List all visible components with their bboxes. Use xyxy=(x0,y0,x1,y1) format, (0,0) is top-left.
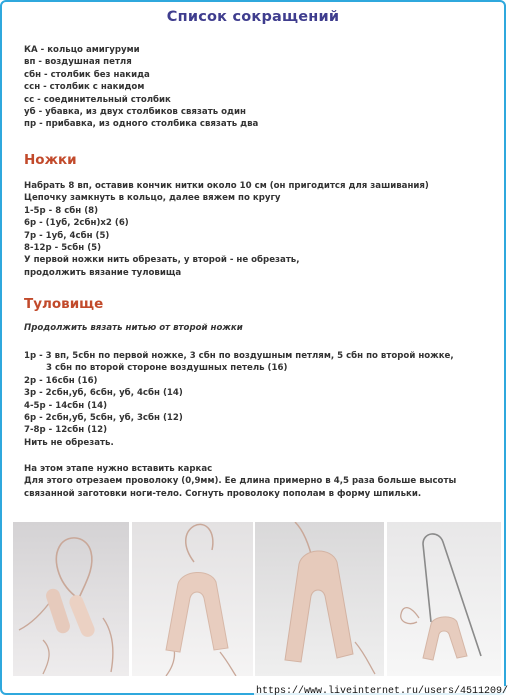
instruction-line: 2р - 16сбн (16) xyxy=(24,375,98,386)
legs-section-title: Ножки xyxy=(24,152,77,168)
instruction-line: продолжить вязание туловища xyxy=(24,267,182,278)
abbreviation-item: сс - соединительный столбик xyxy=(24,94,171,105)
body-intro: Продолжить вязать нитью от второй ножки xyxy=(24,323,243,333)
body-section-title: Туловище xyxy=(24,296,104,312)
abbreviation-item: уб - убавка, из двух столбиков связать один xyxy=(24,107,246,118)
instruction-line: 3р - 2сбн,уб, 6сбн, уб, 4сбн (14) xyxy=(24,388,183,399)
instruction-line: На этом этапе нужно вставить каркас xyxy=(24,464,213,474)
instruction-line: Для этого отрезаем проволоку (0,9мм). Ее длина примерно в 4,5 раза больше высоты xyxy=(24,476,457,487)
instruction-line: 7-8р - 12сбн (12) xyxy=(24,425,108,436)
photo-strip xyxy=(13,522,501,676)
abbreviation-item: ссн - столбик с накидом xyxy=(24,82,145,93)
instruction-line: 7р - 1уб, 4сбн (5) xyxy=(24,230,110,241)
abbreviation-item: сбн - столбик без накида xyxy=(24,69,150,80)
instruction-line: 6р - 2сбн,уб, 5сбн, уб, 3сбн (12) xyxy=(24,413,183,424)
photo-wire-frame xyxy=(387,522,501,676)
photo-knitted-legs xyxy=(13,522,129,676)
instruction-line: 8-12р - 5сбн (5) xyxy=(24,243,102,254)
abbreviation-item: пр - прибавка, из одного столбика связать два xyxy=(24,119,259,130)
instruction-line: Набрать 8 вп, оставив кончик нитки около 10 см (он пригодится для зашивания) xyxy=(24,181,429,191)
legs-instructions xyxy=(24,180,429,279)
photo-body-knit xyxy=(255,522,384,676)
instruction-line: 1р - 3 вп, 5сбн по первой ножке, 3 сбн по воздушным петлям, 5 сбн по второй ножке, xyxy=(24,351,454,361)
instruction-line: 3 сбн по второй стороне воздушных петель (16) xyxy=(46,363,288,374)
body-instructions xyxy=(24,350,454,449)
instruction-line: связанной заготовки ноги-тело. Согнуть проволоку пополам в форму шпильки. xyxy=(24,488,422,499)
photo-joined-legs xyxy=(132,522,253,676)
doc-title: Список сокращений xyxy=(166,9,340,25)
abbreviation-item: КА - кольцо амигуруми xyxy=(24,45,140,55)
frame-instructions xyxy=(24,463,456,500)
instruction-line: У первой ножки нить обрезать, у второй - не обрезать, xyxy=(24,255,300,266)
abbreviation-item: вп - воздушная петля xyxy=(24,57,132,68)
abbreviations-list xyxy=(24,44,258,131)
source-watermark: https://www.liveinternet.ru/users/4511209/ xyxy=(255,686,508,697)
instruction-line: Нить не обрезать. xyxy=(24,437,114,448)
instruction-line: 4-5р - 14сбн (14) xyxy=(24,400,108,411)
instruction-line: 6р - (1уб, 2сбн)х2 (6) xyxy=(24,218,129,229)
instruction-line: 1-5р - 8 сбн (8) xyxy=(24,205,99,216)
instruction-line: Цепочку замкнуть в кольцо, далее вяжем по кругу xyxy=(24,193,281,204)
